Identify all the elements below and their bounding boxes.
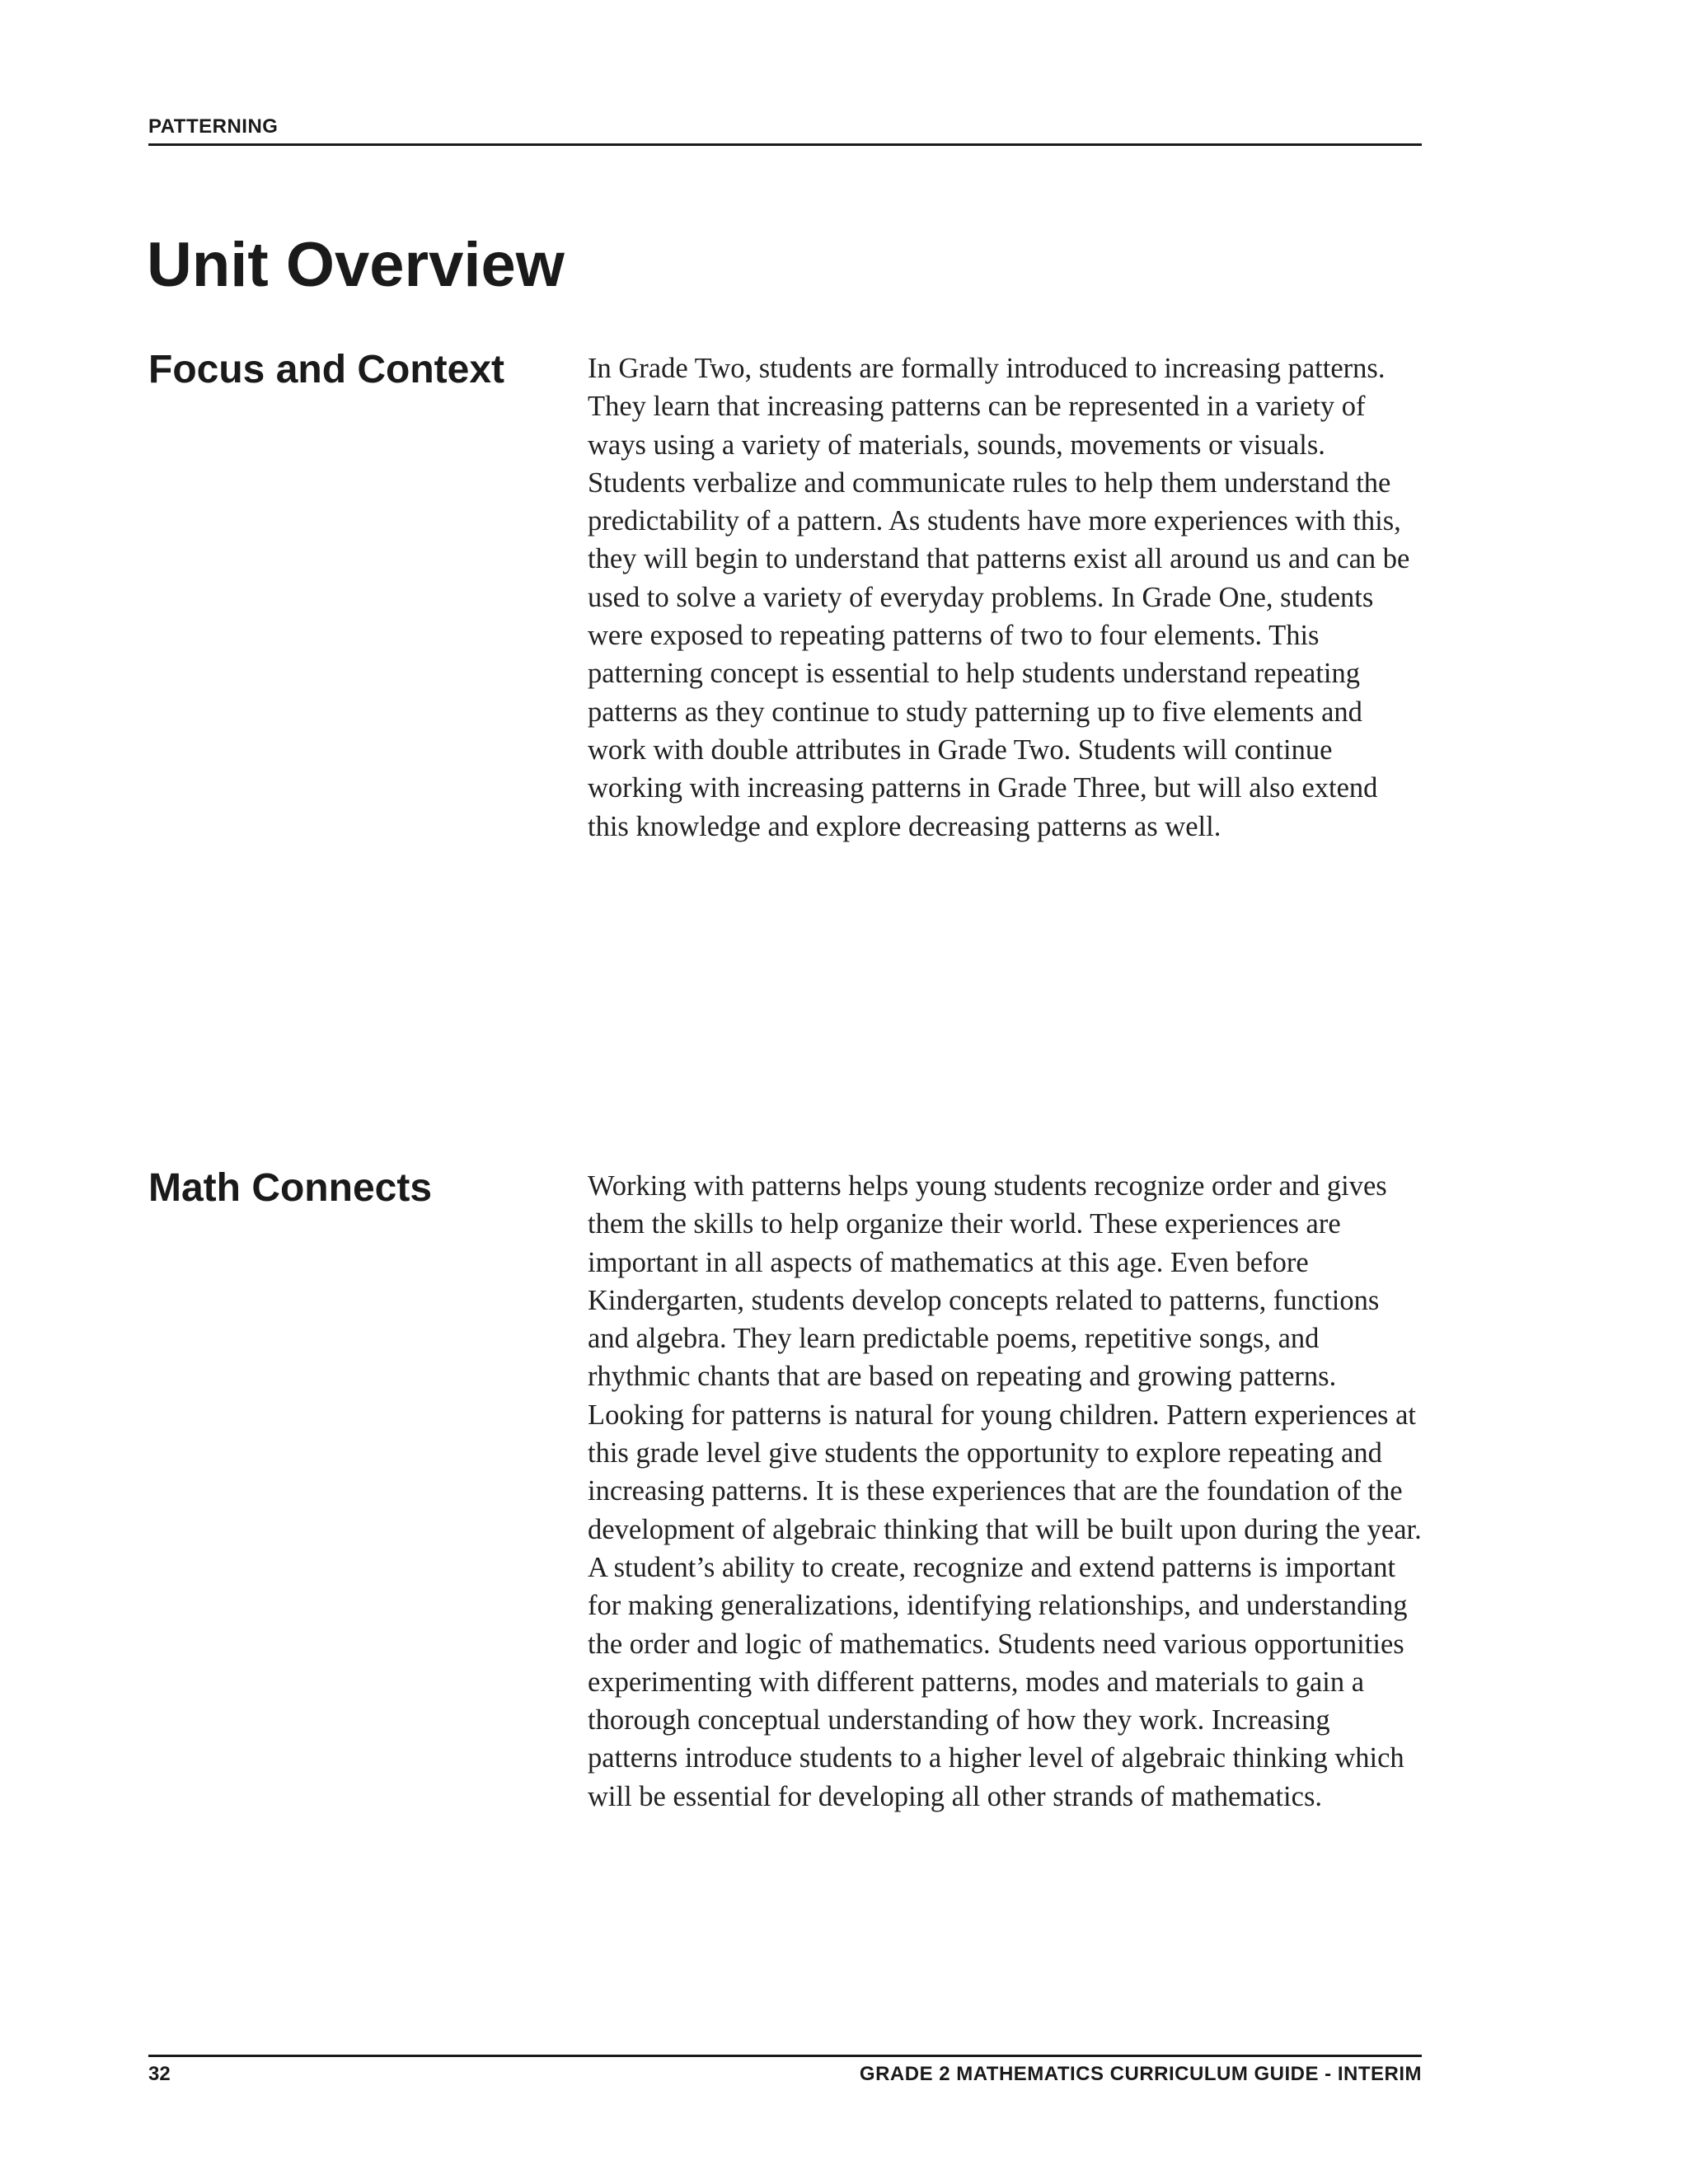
section-body-focus-and-context: In Grade Two, students are formally introduced to increasing patterns. They learn that increasing patterns can be represented in a variety of ways using a variety of materials, sounds, movements or visuals. Students verbalize and communicate rules to help them understand the predictability of a pattern. As students have more experiences with this, they will begin to understand that patterns exist all around us and can be used to solve a variety of everyday problems. In Grade One, students were exposed to repeating patterns of two to four elements. This patterning concept is essential to help students understand repeating patterns as they continue to study patterning up to five elements and work with double attributes in Grade Two. Students will continue working with increasing patterns in Grade Three, but will also extend this knowledge and explore decreasing patterns as well. [588, 353, 1410, 842]
footer-rule [148, 2055, 1422, 2057]
section-heading-math-connects: Math Connects [148, 1166, 433, 1210]
page-title: Unit Overview [147, 230, 565, 300]
section-heading-focus-and-context: Focus and Context [148, 348, 505, 391]
header-rule [148, 143, 1422, 146]
running-head: PATTERNING [148, 115, 279, 138]
page-number: 32 [148, 2063, 171, 2085]
section-body-math-connects: Working with patterns helps young students recognize order and gives them the skills to help organize their world. These experiences are important in all aspects of mathematics at this age. Even before Kindergarten, students develop concepts related to patterns, functions and algebra. They learn predictable poems, repetitive songs, and rhythmic chants that are based on repeating and growing patterns. Looking for patterns is natural for young children. Pattern experiences at this grade level give students the opportunity to explore repeating and increasing patterns. It is these experiences that are the foundation of the development of algebraic thinking that will be built upon during the year. A student’s ability to create, recognize and extend patterns is important for making generalizations, identifying relationships, and understanding the order and logic of mathematics. Students need various opportunities experimenting with different patterns, modes and materials to gain a thorough conceptual understanding of how they work. Increasing patterns introduce students to a higher level of algebraic thinking which will be essential for developing all other strands of mathematics. [588, 1170, 1422, 1812]
footer-document-title: GRADE 2 MATHEMATICS CURRICULUM GUIDE - INTERIM [859, 2063, 1422, 2085]
